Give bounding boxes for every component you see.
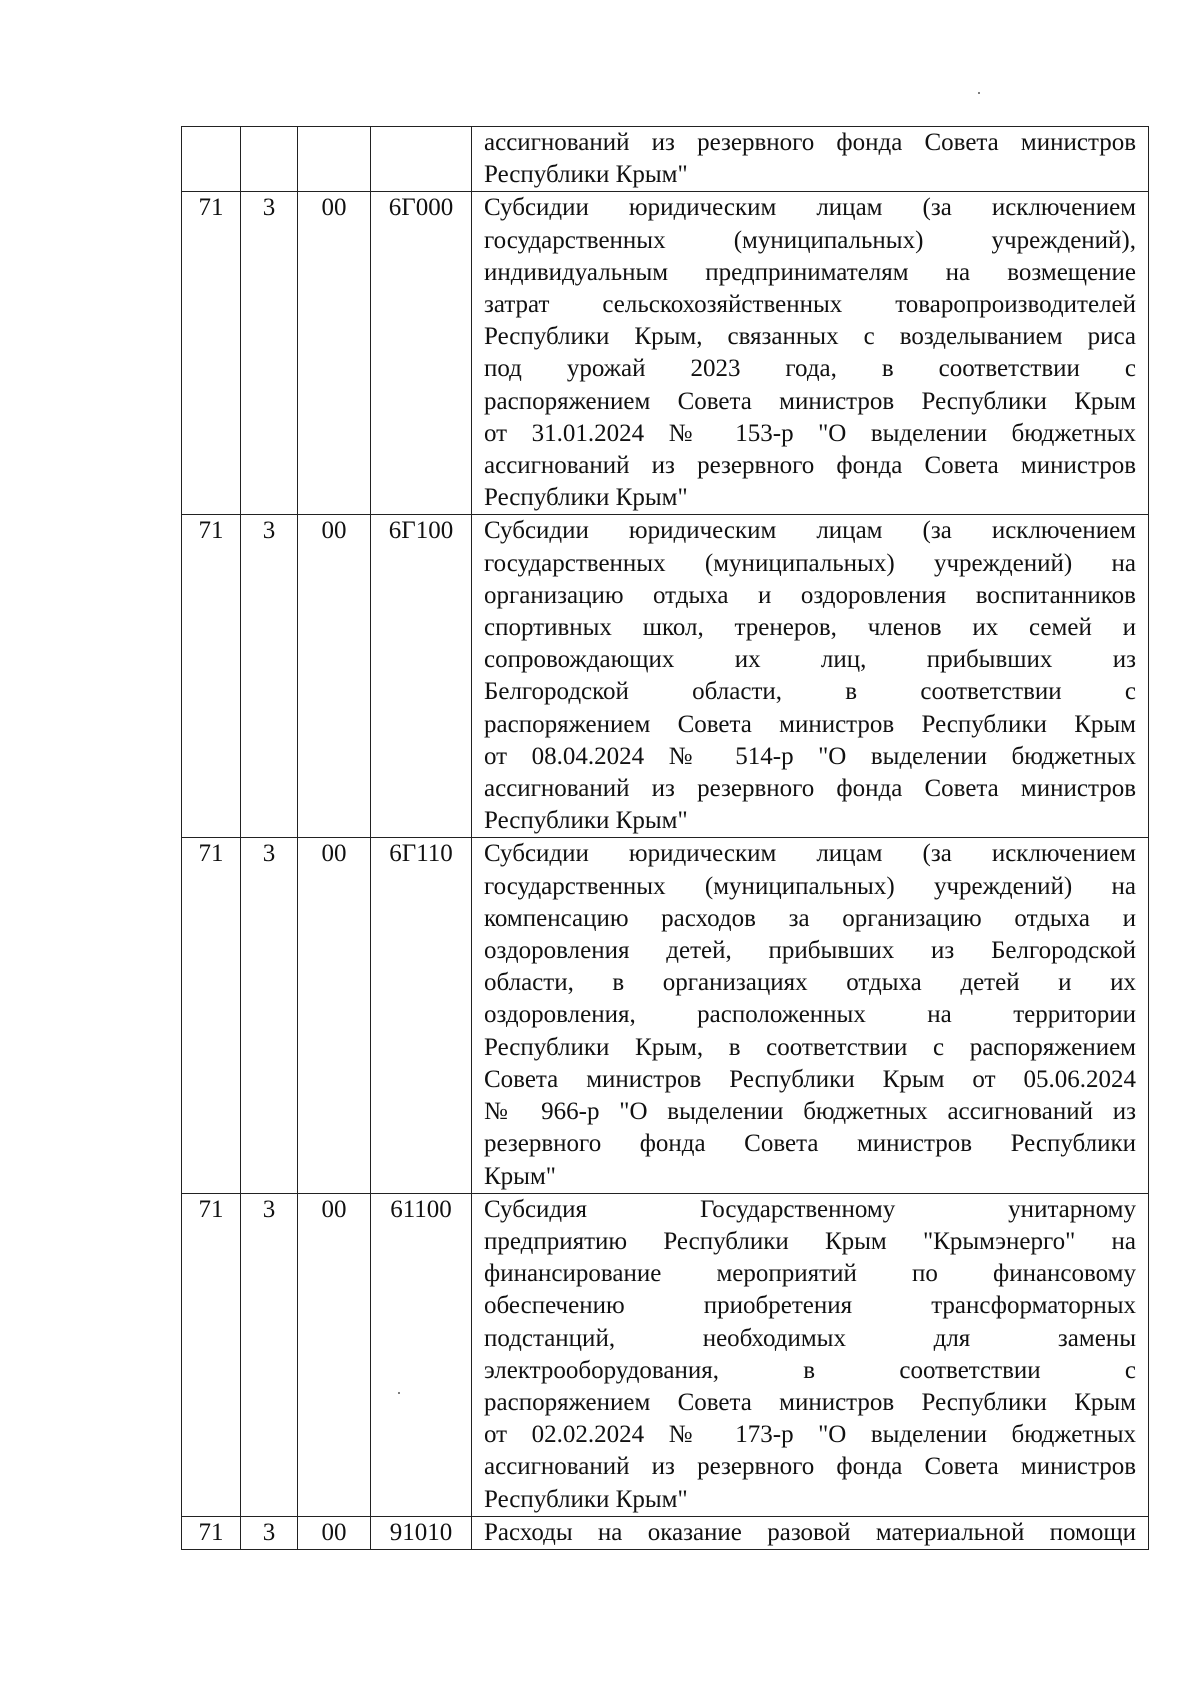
- description-line: резервного фонда Совета министров Республики: [484, 1130, 1136, 1158]
- description-line: финансирование мероприятий по финансовому: [484, 1260, 1136, 1288]
- table-row: [182, 1193, 1149, 1516]
- code-section-cell: 71: [182, 1193, 241, 1516]
- description-line: обеспечению приобретения трансформаторных: [484, 1292, 1136, 1320]
- description-line: компенсацию расходов за организацию отдыха и: [484, 904, 1136, 932]
- code-subsection-cell: 3: [241, 1516, 298, 1549]
- description-line: Республики Крым, связанных с возделыванием риса: [484, 323, 1136, 351]
- code-program-cell: 00: [298, 515, 371, 838]
- code-direction-cell: 6Г100: [371, 515, 472, 838]
- code-program-cell: 00: [298, 1516, 371, 1549]
- code-subsection-cell: [241, 127, 298, 192]
- description-line: государственных (муниципальных) учреждений),: [484, 226, 1136, 254]
- description-cell: [472, 515, 1149, 838]
- table-row: [182, 838, 1149, 1193]
- description-line: государственных (муниципальных) учреждений) на: [484, 549, 1136, 577]
- description-line: Белгородской области, в соответствии с: [484, 678, 1136, 706]
- description-line: спортивных школ, тренеров, членов их семей и: [484, 614, 1136, 642]
- description-line: Субсидии юридическим лицам (за исключением: [484, 840, 1136, 868]
- description-line: ассигнований из резервного фонда Совета министров: [484, 1453, 1136, 1481]
- description-cell: [472, 192, 1149, 515]
- description-line: ассигнований из резервного фонда Совета министров: [484, 775, 1136, 803]
- description-line: ассигнований из резервного фонда Совета министров: [484, 129, 1136, 156]
- code-subsection-cell: 3: [241, 192, 298, 515]
- description-line: затрат сельскохозяйственных товаропроизводителей: [484, 291, 1136, 319]
- description-line: от 02.02.2024 № 173-р "О выделении бюджетных: [484, 1421, 1136, 1449]
- code-program-cell: [298, 127, 371, 192]
- description-line: распоряжением Совета министров Республики Крым: [484, 387, 1136, 415]
- description-line: индивидуальным предпринимателям на возмещение: [484, 258, 1136, 286]
- description-cell: [472, 838, 1149, 1193]
- description-line: электрооборудования, в соответствии с: [484, 1356, 1136, 1384]
- code-direction-cell: [371, 127, 472, 192]
- description-line: от 08.04.2024 № 514-р "О выделении бюджетных: [484, 742, 1136, 770]
- code-section-cell: 71: [182, 515, 241, 838]
- code-program-cell: 00: [298, 838, 371, 1193]
- table-body: [182, 127, 1149, 1550]
- description-line: распоряжением Совета министров Республики Крым: [484, 710, 1136, 738]
- code-program-cell: 00: [298, 1193, 371, 1516]
- description-line: организацию отдыха и оздоровления воспитанников: [484, 581, 1136, 609]
- description-cell: [472, 1516, 1149, 1549]
- code-subsection-cell: 3: [241, 1193, 298, 1516]
- description-line: Республики Крым": [484, 484, 688, 512]
- description-line: Расходы на оказание разовой материальной помощи: [484, 1518, 1136, 1546]
- table-row: [182, 515, 1149, 838]
- description-line: Республики Крым": [484, 807, 688, 835]
- description-line: Крым": [484, 1162, 556, 1190]
- description-line: Республики Крым": [484, 1485, 688, 1513]
- description-line: предприятию Республики Крым "Крымэнерго" на: [484, 1227, 1136, 1255]
- code-direction-cell: 6Г000: [371, 192, 472, 515]
- code-section-cell: 71: [182, 192, 241, 515]
- table-row: [182, 192, 1149, 515]
- description-line: под урожай 2023 года, в соответствии с: [484, 355, 1136, 383]
- budget-classification-table: [181, 126, 1149, 1550]
- description-line: области, в организациях отдыха детей и их: [484, 969, 1136, 997]
- scan-speck-top: [978, 92, 980, 94]
- table-row: [182, 1516, 1149, 1549]
- description-line: ассигнований из резервного фонда Совета министров: [484, 452, 1136, 480]
- description-line: Субсидия Государственному унитарному: [484, 1195, 1136, 1223]
- description-line: Совета министров Республики Крым от 05.06.2024: [484, 1065, 1136, 1093]
- description-line: оздоровления детей, прибывших из Белгородской: [484, 937, 1136, 965]
- description-line: оздоровления, расположенных на территории: [484, 1001, 1136, 1029]
- code-section-cell: [182, 127, 241, 192]
- code-direction-cell: 6Г110: [371, 838, 472, 1193]
- code-section-cell: 71: [182, 838, 241, 1193]
- code-subsection-cell: 3: [241, 515, 298, 838]
- description-line: распоряжением Совета министров Республики Крым: [484, 1388, 1136, 1416]
- code-subsection-cell: 3: [241, 838, 298, 1193]
- description-cell: [472, 1193, 1149, 1516]
- code-section-cell: 71: [182, 1516, 241, 1549]
- description-line: подстанций, необходимых для замены: [484, 1324, 1136, 1352]
- description-line: Субсидии юридическим лицам (за исключением: [484, 194, 1136, 222]
- table-row: [182, 127, 1149, 192]
- description-cell: [472, 127, 1149, 192]
- description-line: сопровождающих их лиц, прибывших из: [484, 646, 1136, 674]
- description-line: № 966-р "О выделении бюджетных ассигнований из: [484, 1098, 1136, 1126]
- description-line: Республики Крым, в соответствии с распоряжением: [484, 1033, 1136, 1061]
- description-line: Республики Крым": [484, 161, 688, 189]
- code-direction-cell: 61100: [371, 1193, 472, 1516]
- description-line: Субсидии юридическим лицам (за исключением: [484, 517, 1136, 545]
- description-line: государственных (муниципальных) учреждений) на: [484, 872, 1136, 900]
- code-direction-cell: 91010: [371, 1516, 472, 1549]
- code-program-cell: 00: [298, 192, 371, 515]
- description-line: от 31.01.2024 № 153-р "О выделении бюджетных: [484, 419, 1136, 447]
